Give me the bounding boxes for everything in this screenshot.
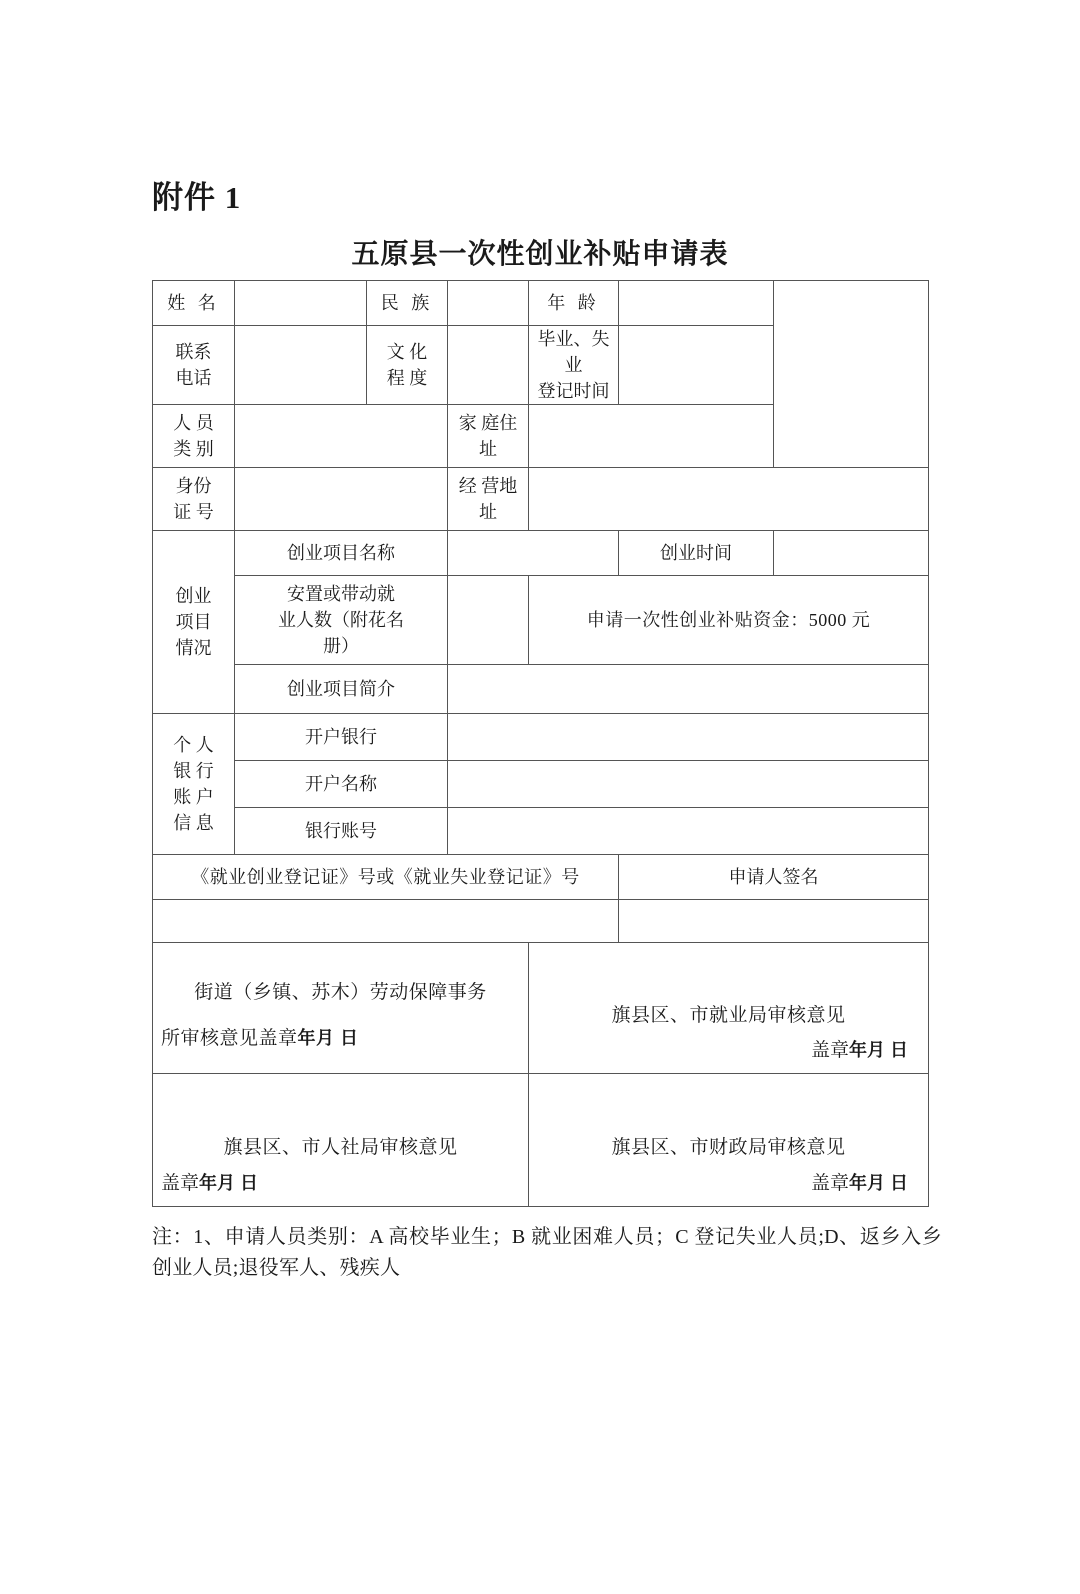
education-input[interactable] <box>448 326 529 405</box>
person-category-label-line1: 人 员 <box>173 413 214 434</box>
graduation-label-line2: 登记时间 <box>537 381 610 402</box>
business-address-label-line2: 址 <box>479 502 497 523</box>
business-address-label <box>448 468 529 531</box>
home-address-label-line1: 家 庭住 <box>458 413 518 434</box>
table-row-project-name <box>153 531 929 576</box>
education-label-line1: 文 化 <box>386 342 428 363</box>
finance-bureau-seal-date: 年月 日 <box>848 1172 908 1193</box>
bank-group-label-line2: 银 行 <box>173 761 214 782</box>
account-number-label: 银行账号 <box>235 808 448 855</box>
table-row-name <box>153 281 929 326</box>
hr-bureau-seal-date: 年月 日 <box>199 1172 259 1193</box>
table-row-certificate-header <box>153 855 929 900</box>
employment-bureau-seal-date: 年月 日 <box>848 1039 908 1060</box>
application-form-table <box>152 280 929 1207</box>
table-row-review-2 <box>153 1074 929 1207</box>
subsidy-amount-text: 申请一次性创业补贴资金：5000 元 <box>529 576 929 665</box>
photo-cell[interactable] <box>774 281 929 468</box>
finance-bureau-seal-line <box>811 1170 928 1199</box>
employment-count-label-line1: 安置或带动就 <box>287 584 395 605</box>
project-status-label-line1: 创业 <box>175 586 212 607</box>
start-time-input[interactable] <box>774 531 929 576</box>
id-number-label <box>153 468 235 531</box>
phone-label-line2: 电话 <box>175 368 212 389</box>
table-row-account-name <box>153 761 929 808</box>
account-name-input[interactable] <box>448 761 929 808</box>
business-address-input[interactable] <box>529 468 929 531</box>
graduation-registration-label <box>529 326 619 405</box>
ethnicity-input[interactable] <box>448 281 529 326</box>
applicant-signature-label: 申请人签名 <box>619 855 929 900</box>
education-label-line2: 程 度 <box>386 368 428 389</box>
age-label: 年 龄 <box>529 281 619 326</box>
employment-count-label-line3: 册） <box>323 636 359 657</box>
home-address-label <box>448 405 529 468</box>
project-status-label-line3: 情况 <box>175 638 212 659</box>
finance-bureau-seal-prefix: 盖章 <box>810 1172 849 1194</box>
table-row-account-number <box>153 808 929 855</box>
graduation-label-line1: 毕业、失业 <box>537 329 610 376</box>
employment-bureau-seal-prefix: 盖章 <box>810 1039 849 1061</box>
table-row-employment-count <box>153 576 929 665</box>
hr-bureau-review-cell[interactable] <box>153 1074 529 1207</box>
person-category-input[interactable] <box>235 405 448 468</box>
age-input[interactable] <box>619 281 774 326</box>
hr-bureau-seal-prefix: 盖章 <box>161 1172 200 1194</box>
certificate-number-label: 《就业创业登记证》号或《就业失业登记证》号 <box>153 855 619 900</box>
finance-bureau-review-cell[interactable] <box>529 1074 929 1207</box>
table-row-certificate-value <box>153 900 929 943</box>
education-label <box>367 326 448 405</box>
project-status-group-label <box>153 531 235 714</box>
home-address-input[interactable] <box>529 405 774 468</box>
hr-bureau-review-title: 旗县区、市人社局审核意见 <box>223 1137 458 1159</box>
phone-label-line1: 联系 <box>175 342 212 363</box>
bank-name-label: 开户银行 <box>235 714 448 761</box>
street-office-review-line1: 街道（乡镇、苏木）劳动保障事务 <box>194 981 487 1003</box>
bank-account-group-label <box>153 714 235 855</box>
page-title: 五原县一次性创业补贴申请表 <box>351 239 729 270</box>
account-number-input[interactable] <box>448 808 929 855</box>
employment-bureau-review-title: 旗县区、市就业局审核意见 <box>611 1005 846 1027</box>
business-address-label-line1: 经 营地 <box>458 476 518 497</box>
person-category-label <box>153 405 235 468</box>
person-category-label-line2: 类 别 <box>173 439 214 460</box>
application-form-container <box>152 280 928 1207</box>
graduation-registration-input[interactable] <box>619 326 774 405</box>
employment-bureau-seal-line <box>811 1037 928 1066</box>
hr-bureau-seal-line <box>153 1170 258 1199</box>
street-office-review-cell[interactable] <box>153 943 529 1074</box>
bank-group-label-line3: 账 户 <box>173 787 214 808</box>
project-intro-label: 创业项目简介 <box>235 665 448 714</box>
street-office-seal-date: 年月 日 <box>297 1028 359 1049</box>
phone-label <box>153 326 235 405</box>
bank-name-input[interactable] <box>448 714 929 761</box>
home-address-label-line2: 址 <box>479 439 497 460</box>
table-row-bank-name <box>153 714 929 761</box>
attachment-label: 附件 1 <box>152 180 242 215</box>
bank-group-label-line4: 信 息 <box>173 813 214 834</box>
employment-count-input[interactable] <box>448 576 529 665</box>
project-name-input[interactable] <box>448 531 619 576</box>
ethnicity-label: 民 族 <box>367 281 448 326</box>
table-row-project-intro <box>153 665 929 714</box>
street-office-seal-prefix: 所审核意见盖章 <box>161 1028 298 1050</box>
table-row-id <box>153 468 929 531</box>
id-number-label-line2: 证 号 <box>173 502 214 523</box>
project-name-label: 创业项目名称 <box>235 531 448 576</box>
certificate-number-input[interactable] <box>153 900 619 943</box>
applicant-signature-input[interactable] <box>619 900 929 943</box>
footnote-text: 注：1、申请人员类别：A 高校毕业生；B 就业困难人员；C 登记失业人员;D、返乡入乡创业人员;退役军人、残疾人 <box>152 1226 942 1279</box>
phone-input[interactable] <box>235 326 367 405</box>
employment-count-label <box>235 576 448 665</box>
bank-group-label-line1: 个 人 <box>173 735 214 756</box>
employment-bureau-review-cell[interactable] <box>529 943 929 1074</box>
start-time-label: 创业时间 <box>619 531 774 576</box>
employment-count-label-line2: 业人数（附花名 <box>278 610 404 631</box>
name-label: 姓 名 <box>153 281 235 326</box>
table-row-review-1 <box>153 943 929 1074</box>
account-name-label: 开户名称 <box>235 761 448 808</box>
street-office-review-line2 <box>153 1007 528 1054</box>
project-status-label-line2: 项目 <box>175 612 212 633</box>
name-input[interactable] <box>235 281 367 326</box>
id-number-input[interactable] <box>235 468 448 531</box>
id-number-label-line1: 身份 <box>175 476 212 497</box>
finance-bureau-review-title: 旗县区、市财政局审核意见 <box>611 1137 846 1159</box>
project-intro-input[interactable] <box>448 665 929 714</box>
